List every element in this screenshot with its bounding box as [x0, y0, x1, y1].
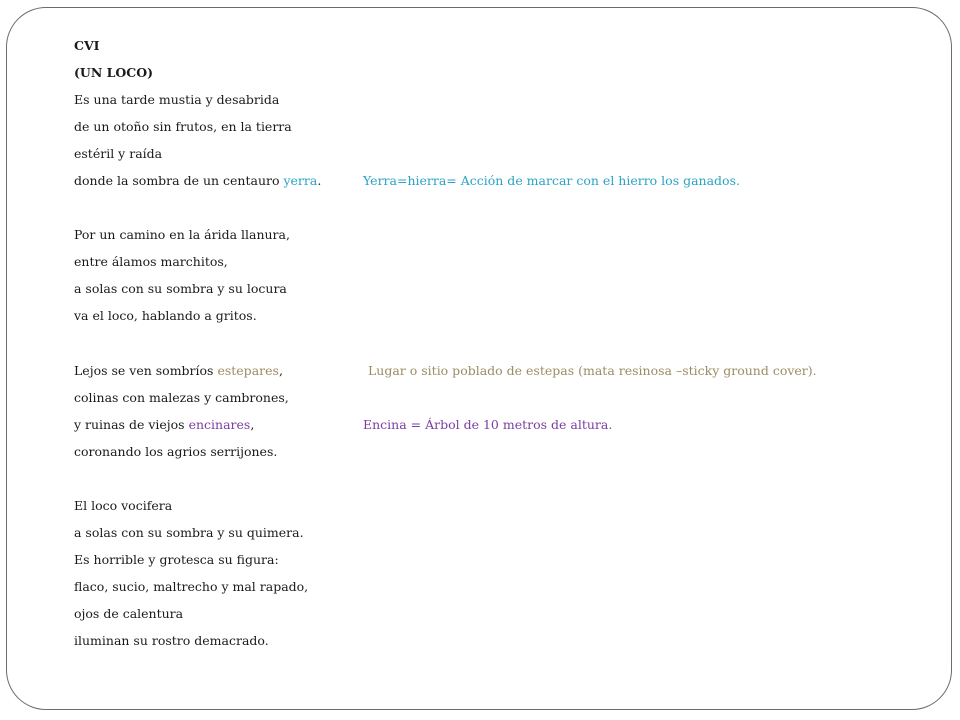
verse-line: iluminan su rostro demacrado.	[74, 633, 269, 648]
gloss-encinares: Encina = Árbol de 10 metros de altura.	[363, 417, 613, 432]
verse-line	[74, 172, 321, 190]
verse-text: donde la sombra de un centauro	[74, 173, 284, 188]
verse-line	[74, 362, 283, 380]
verse-line: El loco vocifera	[74, 498, 173, 513]
highlighted-word-encinares: encinares	[188, 417, 251, 432]
verse-line: estéril y raída	[74, 146, 163, 161]
verse-line: Es una tarde mustia y desabrida	[74, 92, 280, 107]
highlighted-word-yerra: yerra	[283, 173, 318, 188]
verse-line: entre álamos marchitos,	[74, 254, 228, 269]
verse-punct: ,	[250, 417, 255, 432]
verse-line	[74, 416, 254, 434]
verse-line: ojos de calentura	[74, 606, 184, 621]
verse-text: Lejos se ven sombríos	[74, 363, 218, 378]
verse-line: a solas con su sombra y su locura	[74, 281, 287, 296]
verse-line: colinas con malezas y cambrones,	[74, 390, 289, 405]
verse-line: a solas con su sombra y su quimera.	[74, 525, 304, 540]
verse-line: coronando los agrios serrijones.	[74, 444, 278, 459]
verse-line: va el loco, hablando a gritos.	[74, 308, 257, 323]
verse-line: de un otoño sin frutos, en la tierra	[74, 119, 292, 134]
verse-line: Por un camino en la árida llanura,	[74, 227, 290, 242]
verse-text: y ruinas de viejos	[74, 417, 189, 432]
gloss-yerra: Yerra=hierra= Acción de marcar con el hierro los ganados.	[363, 173, 740, 188]
verse-punct: ,	[278, 363, 283, 378]
verse-punct: .	[317, 173, 322, 188]
gloss-estepares: Lugar o sitio poblado de estepas (mata resinosa –sticky ground cover).	[368, 363, 817, 378]
verse-line: Es horrible y grotesca su figura:	[74, 552, 279, 567]
highlighted-word-estepares: estepares	[217, 363, 279, 378]
verse-line: flaco, sucio, maltrecho y mal rapado,	[74, 579, 309, 594]
poem-number: CVI	[74, 38, 100, 53]
poem-title: (UN LOCO)	[74, 65, 154, 80]
